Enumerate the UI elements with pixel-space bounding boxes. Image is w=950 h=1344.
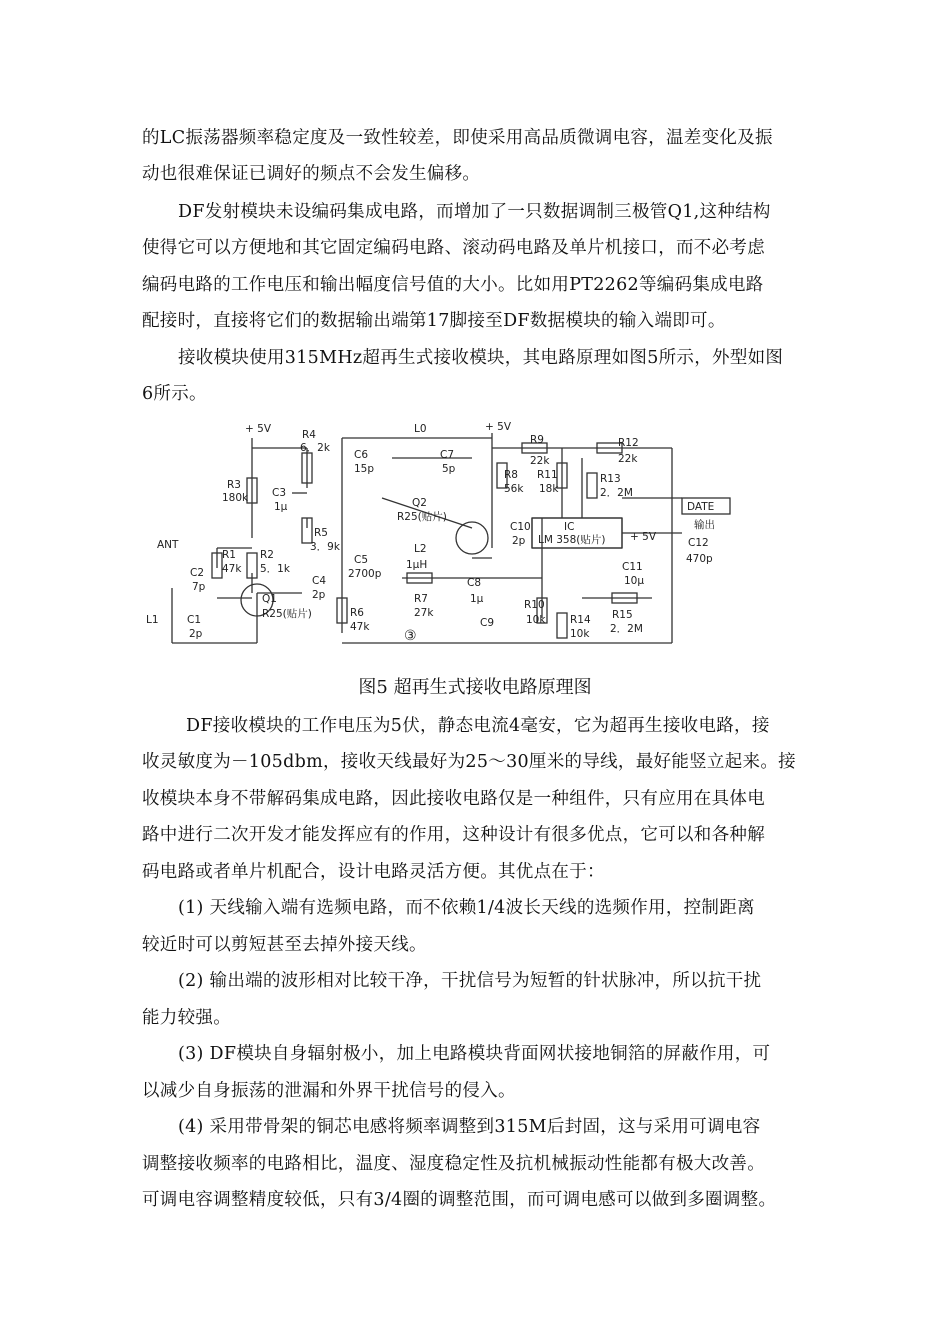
label-r3: R3: [227, 479, 241, 491]
label-date: DATE: [687, 501, 715, 513]
item-4-line-2: 调整接收频率的电路相比，温度、湿度稳定性及抗机械振动性能都有极大改善。: [142, 1154, 765, 1174]
label-r5-value: 3．9k: [310, 541, 340, 553]
paragraph-3-line-1: 接收模块使用315MHz超再生式接收模块，其电路原理如图5所示，外型如图: [178, 348, 784, 368]
paragraph-2-line-1: DF发射模块未设编码集成电路，而增加了一只数据调制三极管Q1,这种结构: [178, 202, 771, 222]
label-c10: C10: [510, 521, 531, 533]
label-r7-value: 27k: [414, 607, 434, 619]
label-r9: R9: [530, 434, 544, 446]
label-ic: IC: [564, 521, 575, 533]
label-c12-value: 470p: [686, 553, 713, 565]
label-v5-ic: + 5V: [630, 531, 656, 543]
resistor-r14: [557, 613, 567, 638]
label-r11-value: 18k: [539, 483, 559, 495]
item-4-line-3: 可调电容调整精度较低，只有3/4圈的调整范围，而可调电感可以做到多圈调整。: [142, 1190, 777, 1210]
label-c6-value: 15p: [354, 463, 375, 475]
paragraph-1-line-2: 动也很难保证已调好的频点不会发生偏移。: [142, 164, 481, 184]
label-r8: R8: [504, 469, 518, 481]
label-r4: R4: [302, 429, 316, 441]
label-r2: R2: [260, 549, 274, 561]
label-ic-value: LM 358(贴片): [538, 534, 606, 546]
label-c5-value: 2700p: [348, 568, 382, 580]
label-c8-value: 1μ: [470, 593, 484, 605]
label-c9: C9: [480, 617, 495, 629]
label-r13: R13: [600, 473, 621, 485]
label-r1: R1: [222, 549, 236, 561]
label-r6: R6: [350, 607, 364, 619]
transistor-q2: [456, 522, 488, 554]
label-c3-value: 1μ: [274, 501, 288, 513]
paragraph-4-line-4: 路中进行二次开发才能发挥应有的作用，这种设计有很多优点，它可以和各种解: [142, 825, 765, 845]
paragraph-4-line-5: 码电路或者单片机配合，设计电路灵活方便。其优点在于：: [142, 862, 605, 882]
label-r13-value: 2．2M: [600, 487, 633, 499]
label-l2-value: 1μH: [406, 559, 428, 571]
item-3-line-1: (3) DF模块自身辐射极小，加上电路模块背面网状接地铜箔的屏蔽作用，可: [178, 1044, 771, 1064]
label-r15-value: 2．2M: [610, 623, 643, 635]
paragraph-4-line-2: 收灵敏度为－105dbm，接收天线最好为25～30厘米的导线，最好能竖立起来。接: [142, 752, 796, 772]
label-r10-value: 10k: [526, 614, 546, 626]
label-r9-value: 22k: [530, 455, 550, 467]
label-r2-value: 5．1k: [260, 563, 290, 575]
label-c6: C6: [354, 449, 369, 461]
label-r11: R11: [537, 469, 558, 481]
paragraph-2-line-3: 编码电路的工作电压和输出幅度信号值的大小。比如用PT2262等编码集成电路: [142, 275, 764, 295]
label-c3: C3: [272, 487, 287, 499]
item-3-line-2: 以减少自身振荡的泄漏和外界干扰信号的侵入。: [142, 1081, 516, 1101]
label-q2-value: R25(贴片): [397, 511, 447, 523]
label-c2-value: 7p: [192, 581, 206, 593]
label-ant: ANT: [157, 539, 179, 551]
item-2-line-1: (2) 输出端的波形相对比较干净，干扰信号为短暂的针状脉冲，所以抗干扰: [178, 971, 762, 991]
paragraph-4-line-3: 收模块本身不带解码集成电路，因此接收电路仅是一种组件，只有应用在具体电: [142, 789, 765, 809]
label-output: 输出: [694, 519, 715, 531]
label-v5-mid: + 5V: [485, 421, 511, 433]
label-l1: L1: [146, 614, 159, 626]
label-c4-value: 2p: [312, 589, 326, 601]
label-r14: R14: [570, 614, 591, 626]
paragraph-2-line-4: 配接时，直接将它们的数据输出端第17脚接至DF数据模块的输入端即可。: [142, 311, 726, 331]
circuit-diagram: [142, 418, 822, 663]
label-r12-value: 22k: [618, 453, 638, 465]
label-r1-value: 47k: [222, 563, 242, 575]
label-r5: R5: [314, 527, 328, 539]
figure-caption: 图5 超再生式接收电路原理图: [358, 677, 592, 698]
label-r4-value: 6．2k: [300, 442, 330, 454]
label-c1-value: 2p: [189, 628, 203, 640]
label-r6-value: 47k: [350, 621, 370, 633]
label-r8-value: 56k: [504, 483, 524, 495]
paragraph-4-line-1: DF接收模块的工作电压为5伏，静态电流4毫安，它为超再生接收电路，接: [186, 716, 770, 736]
label-r15: R15: [612, 609, 633, 621]
label-c1: C1: [187, 614, 202, 626]
item-2-line-2: 能力较强。: [142, 1008, 231, 1028]
label-c11-value: 10μ: [624, 575, 645, 587]
paragraph-2-line-2: 使得它可以方便地和其它固定编码电路、滚动码电路及单片机接口，而不必考虑: [142, 238, 765, 258]
label-r12: R12: [618, 437, 639, 449]
label-c4: C4: [312, 575, 327, 587]
label-q1-value: R25(贴片): [262, 608, 312, 620]
paragraph-3-line-2: 6所示。: [142, 384, 207, 404]
item-1-line-1: (1) 天线输入端有选频电路，而不依赖1/4波长天线的选频作用，控制距离: [178, 898, 755, 918]
label-c8: C8: [467, 577, 482, 589]
label-v5-left: + 5V: [245, 423, 271, 435]
label-circle-3: ③: [404, 628, 417, 644]
label-c10-value: 2p: [512, 535, 526, 547]
label-l0: L0: [414, 423, 427, 435]
label-c7-value: 5p: [442, 463, 456, 475]
label-l2: L2: [414, 543, 427, 555]
label-r3-value: 180k: [222, 492, 249, 504]
label-q1: Q1: [262, 593, 277, 605]
label-r7: R7: [414, 593, 428, 605]
label-c2: C2: [190, 567, 205, 579]
label-r10: R10: [524, 599, 545, 611]
label-c7: C7: [440, 449, 455, 461]
circuit-schematic: [142, 418, 822, 663]
paragraph-1-line-1: 的LC振荡器频率稳定度及一致性较差，即使采用高品质微调电容，温差变化及振: [142, 128, 773, 148]
label-q2: Q2: [412, 497, 427, 509]
label-c5: C5: [354, 554, 369, 566]
label-r14-value: 10k: [570, 628, 590, 640]
resistor-r13: [587, 473, 597, 498]
label-c11: C11: [622, 561, 643, 573]
label-c12: C12: [688, 537, 709, 549]
item-1-line-2: 较近时可以剪短甚至去掉外接天线。: [142, 935, 427, 955]
item-4-line-1: (4) 采用带骨架的铜芯电感将频率调整到315M后封固，这与采用可调电容: [178, 1117, 761, 1137]
